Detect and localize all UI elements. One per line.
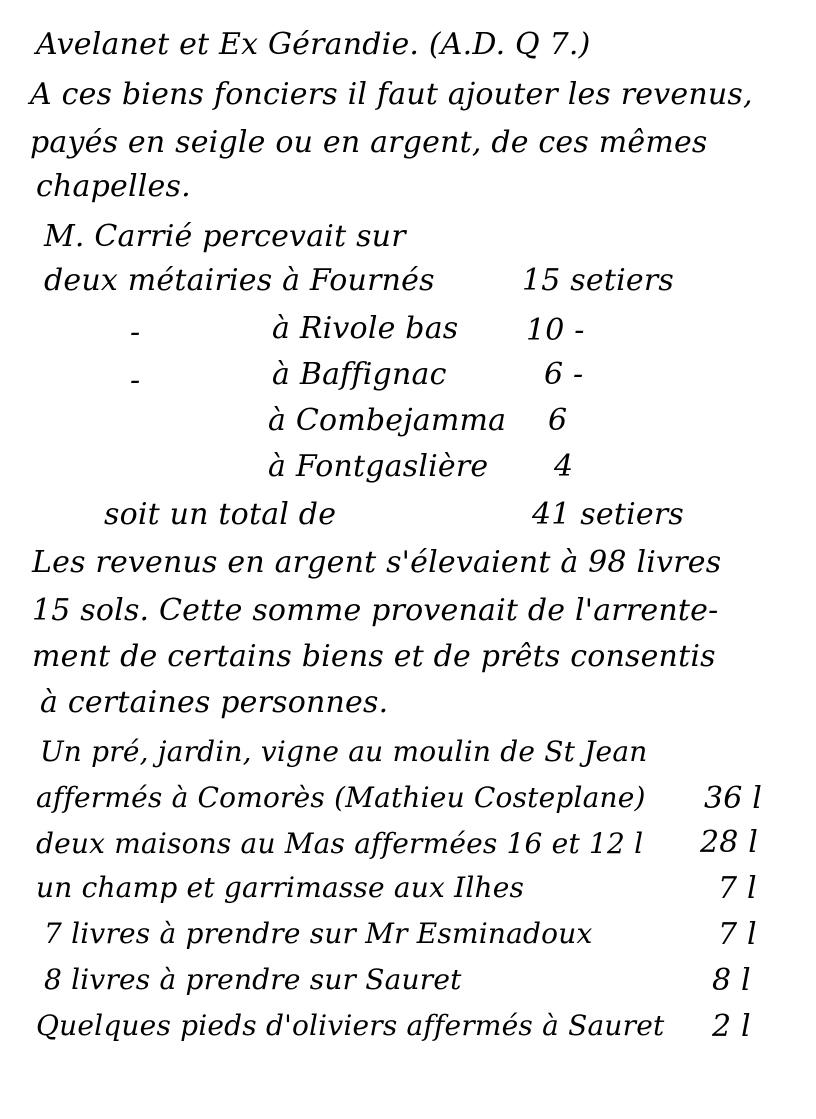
argent-text-line-1: Les revenus en argent s'élevaient à 98 livres	[32, 545, 722, 580]
seigle-row-qty: 4	[554, 449, 574, 484]
seigle-row-qty: 6 -	[544, 357, 584, 392]
argent-text-line-3: ment de certains biens et de prêts consentis	[32, 639, 716, 674]
argent-item-amount: 28 l	[700, 825, 759, 860]
seigle-row-qty: 6	[548, 403, 568, 438]
argent-item-amount: 8 l	[712, 963, 751, 998]
argent-item-label: 7 livres à prendre sur Mr Esminadoux	[44, 917, 593, 950]
argent-item-amount: 36 l	[704, 781, 763, 816]
argent-item-label: affermés à Comorès (Mathieu Costeplane)	[36, 781, 646, 814]
seigle-row-label: à Baffignac	[272, 357, 447, 392]
argent-item-amount: 2 l	[712, 1009, 751, 1044]
argent-text-line-4: à certaines personnes.	[40, 685, 389, 720]
seigle-row-qty: 10 -	[526, 313, 585, 348]
seigle-row-label: deux métairies à Fournés	[44, 263, 435, 298]
intro-line-2: payés en seigle ou en argent, de ces mêmes	[30, 125, 708, 160]
seigle-row-dash: -	[130, 315, 141, 350]
carrie-line: M. Carrié percevait sur	[44, 219, 406, 254]
intro-line-3: chapelles.	[36, 169, 191, 204]
argent-item-amount: 7 l	[718, 871, 757, 906]
intro-line-1: A ces biens fonciers il faut ajouter les revenus,	[30, 77, 753, 112]
argent-item-label: un champ et garrimasse aux Ilhes	[36, 871, 525, 904]
seigle-row-qty: 15 setiers	[522, 263, 674, 298]
seigle-total-value: 41 setiers	[532, 497, 684, 532]
argent-item-label: deux maisons au Mas affermées 16 et 12 l	[36, 827, 644, 860]
argent-item-label: Un pré, jardin, vigne au moulin de St Jean	[40, 735, 648, 768]
seigle-row-label: à Fontgaslière	[268, 449, 489, 484]
seigle-row-label: à Rivole bas	[272, 311, 459, 346]
page-header: Avelanet et Ex Gérandie. (A.D. Q 7.)	[36, 27, 591, 62]
seigle-row-label: à Combejamma	[268, 403, 507, 438]
argent-text-line-2: 15 sols. Cette somme provenait de l'arrente-	[32, 593, 719, 628]
argent-item-label: 8 livres à prendre sur Sauret	[44, 963, 462, 996]
seigle-row-dash: -	[130, 363, 141, 398]
seigle-total-label: soit un total de	[104, 497, 337, 532]
argent-item-amount: 7 l	[718, 917, 757, 952]
argent-item-label: Quelques pieds d'oliviers affermés à Sauret	[36, 1009, 665, 1042]
